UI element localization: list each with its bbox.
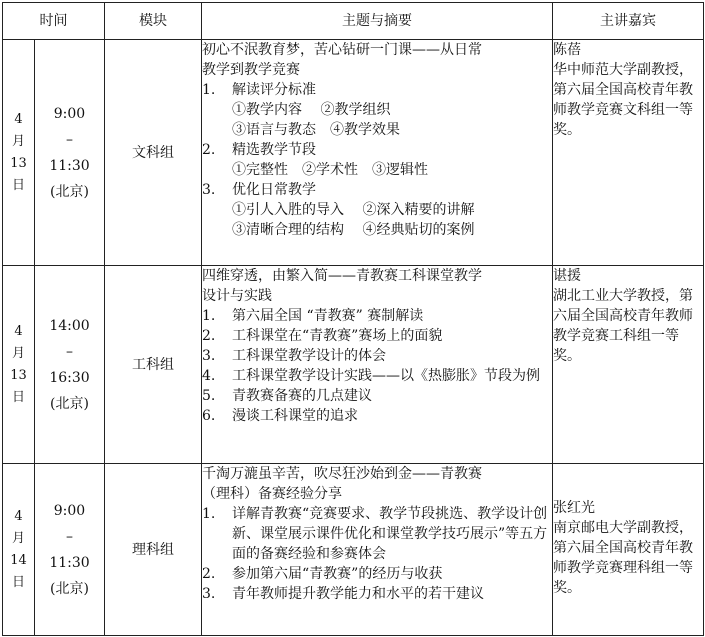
topic-title: （理科）备赛经验分享	[202, 486, 342, 502]
topic-title: 四维穿透，由繁入简——青教赛工科课堂教学	[202, 268, 482, 284]
date-cell: 4 月 13 日	[3, 266, 35, 464]
date-cell: 4 月 14 日	[3, 464, 35, 636]
list-item: 4. 工科课堂教学设计实践——以《热膨胀》节段为例	[202, 368, 540, 384]
list-item: 3. 青年教师提升教学能力和水平的若干建议	[202, 586, 484, 602]
sub-item: ①完整性 ②学术性 ③逻辑性	[232, 162, 428, 178]
header-module: 模块	[105, 3, 202, 40]
speaker-desc: 湖北工业大学教授，第六届全国高校青年教师教学竞赛工科组一等奖。	[553, 288, 693, 364]
speaker-name: 陈蓓	[553, 42, 581, 58]
header-topic: 主题与摘要	[202, 3, 553, 40]
table-row	[3, 266, 704, 464]
list-item: 1. 解读评分标准	[202, 82, 316, 98]
list-item: 2. 工科课堂在“青教赛”赛场上的面貌	[202, 328, 443, 344]
table-row	[3, 464, 704, 636]
list-item: 1. 详解青教赛“竞赛要求、教学节段挑选、教学设计创新、课堂展示课件优化和课堂教学技巧展示”等五方面的备赛经验和参赛体会	[202, 506, 548, 562]
sub-item: ③语言与教态 ④教学效果	[232, 122, 400, 138]
speaker-cell	[553, 40, 704, 266]
topic-title: 千淘万漉虽辛苦，吹尽狂沙始到金——青教赛	[202, 466, 482, 482]
sub-item: ①教学内容 ②教学组织	[232, 102, 391, 118]
date-cell: 4 月 13 日	[3, 40, 35, 266]
topic-cell	[202, 40, 553, 266]
module-cell: 理科组	[105, 464, 202, 636]
list-item: 3. 优化日常教学	[202, 182, 316, 198]
list-item: 2. 精选教学节段	[202, 142, 316, 158]
header-time: 时间	[3, 3, 105, 40]
topic-title: 初心不泯教育梦，苦心钻研一门课——从日常	[202, 42, 482, 58]
topic-cell	[202, 266, 553, 464]
speaker-desc: 南京邮电大学副教授，第六届全国高校青年教师教学竞赛理科组一等奖。	[553, 520, 693, 596]
list-item: 2. 参加第六届“青教赛”的经历与收获	[202, 566, 443, 582]
sub-item: ①引人入胜的导入 ②深入精要的讲解	[232, 202, 475, 218]
header-row	[3, 3, 704, 40]
list-item: 3. 工科课堂教学设计的体会	[202, 348, 386, 364]
module-cell: 文科组	[105, 40, 202, 266]
table-row	[3, 40, 704, 266]
time-cell: 9:00 – 11:30 (北京)	[35, 464, 105, 636]
speaker-cell	[553, 464, 704, 636]
header-speaker: 主讲嘉宾	[553, 3, 704, 40]
list-item: 1. 第六届全国 “青教赛” 赛制解读	[202, 308, 424, 324]
time-cell: 14:00 – 16:30 (北京)	[35, 266, 105, 464]
speaker-name: 张红光	[553, 500, 595, 516]
topic-cell	[202, 464, 553, 636]
schedule-table	[2, 2, 704, 636]
topic-title: 教学到教学竞赛	[202, 62, 300, 78]
sub-item: ③清晰合理的结构 ④经典贴切的案例	[232, 222, 475, 238]
speaker-name: 谌援	[553, 268, 581, 284]
topic-title: 设计与实践	[202, 288, 272, 304]
time-cell: 9:00 – 11:30 (北京)	[35, 40, 105, 266]
speaker-desc: 华中师范大学副教授，第六届全国高校青年教师教学竞赛文科组一等奖。	[553, 62, 693, 138]
module-cell: 工科组	[105, 266, 202, 464]
list-item: 5. 青教赛备赛的几点建议	[202, 388, 372, 404]
list-item: 6. 漫谈工科课堂的追求	[202, 408, 358, 424]
speaker-cell	[553, 266, 704, 464]
